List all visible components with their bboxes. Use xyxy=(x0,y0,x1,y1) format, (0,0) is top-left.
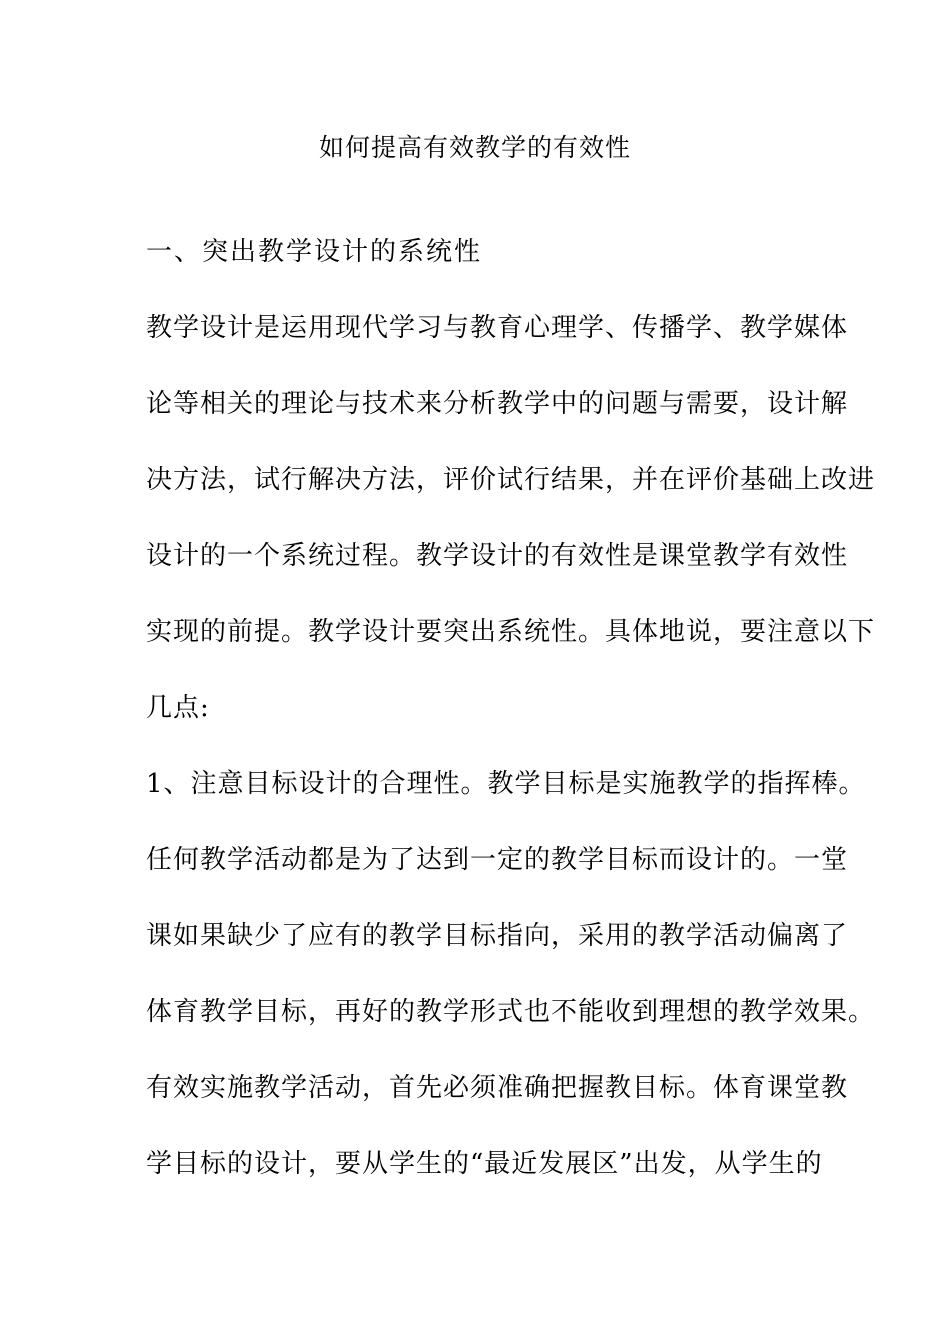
paragraph-line: 设计的一个系统过程。教学设计的有效性是课堂教学有效性 xyxy=(146,541,849,571)
section-heading: 一、突出教学设计的系统性 xyxy=(146,237,483,267)
document-body xyxy=(146,230,876,1218)
document-title: 如何提高有效教学的有效性 xyxy=(318,133,631,162)
paragraph-line: 决方法，试行解决方法，评价试行结果，并在评价基础上改进 xyxy=(146,465,876,495)
paragraph-line: 几点: xyxy=(146,693,210,723)
paragraph-line: 课如果缺少了应有的教学目标指向，采用的教学活动偏离了 xyxy=(146,921,849,951)
paragraph-line: 学目标的设计，要从学生的“最近发展区”出发，从学生的 xyxy=(146,1149,823,1179)
paragraph-line: 1、注意目标设计的合理性。教学目标是实施教学的指挥棒。 xyxy=(146,769,866,799)
paragraph-line: 实现的前提。教学设计要突出系统性。具体地说，要注意以下 xyxy=(146,617,876,647)
paragraph-line: 体育教学目标，再好的教学形式也不能收到理想的教学效果。 xyxy=(146,997,876,1027)
paragraph-line: 论等相关的理论与技术来分析教学中的问题与需要，设计解 xyxy=(146,389,849,419)
paragraph-line: 有效实施教学活动，首先必须准确把握教目标。体育课堂教 xyxy=(146,1073,849,1103)
paragraph-line: 教学设计是运用现代学习与教育心理学、传播学、教学媒体 xyxy=(146,313,849,343)
paragraph-line: 任何教学活动都是为了达到一定的教学目标而设计的。一堂 xyxy=(146,845,849,875)
